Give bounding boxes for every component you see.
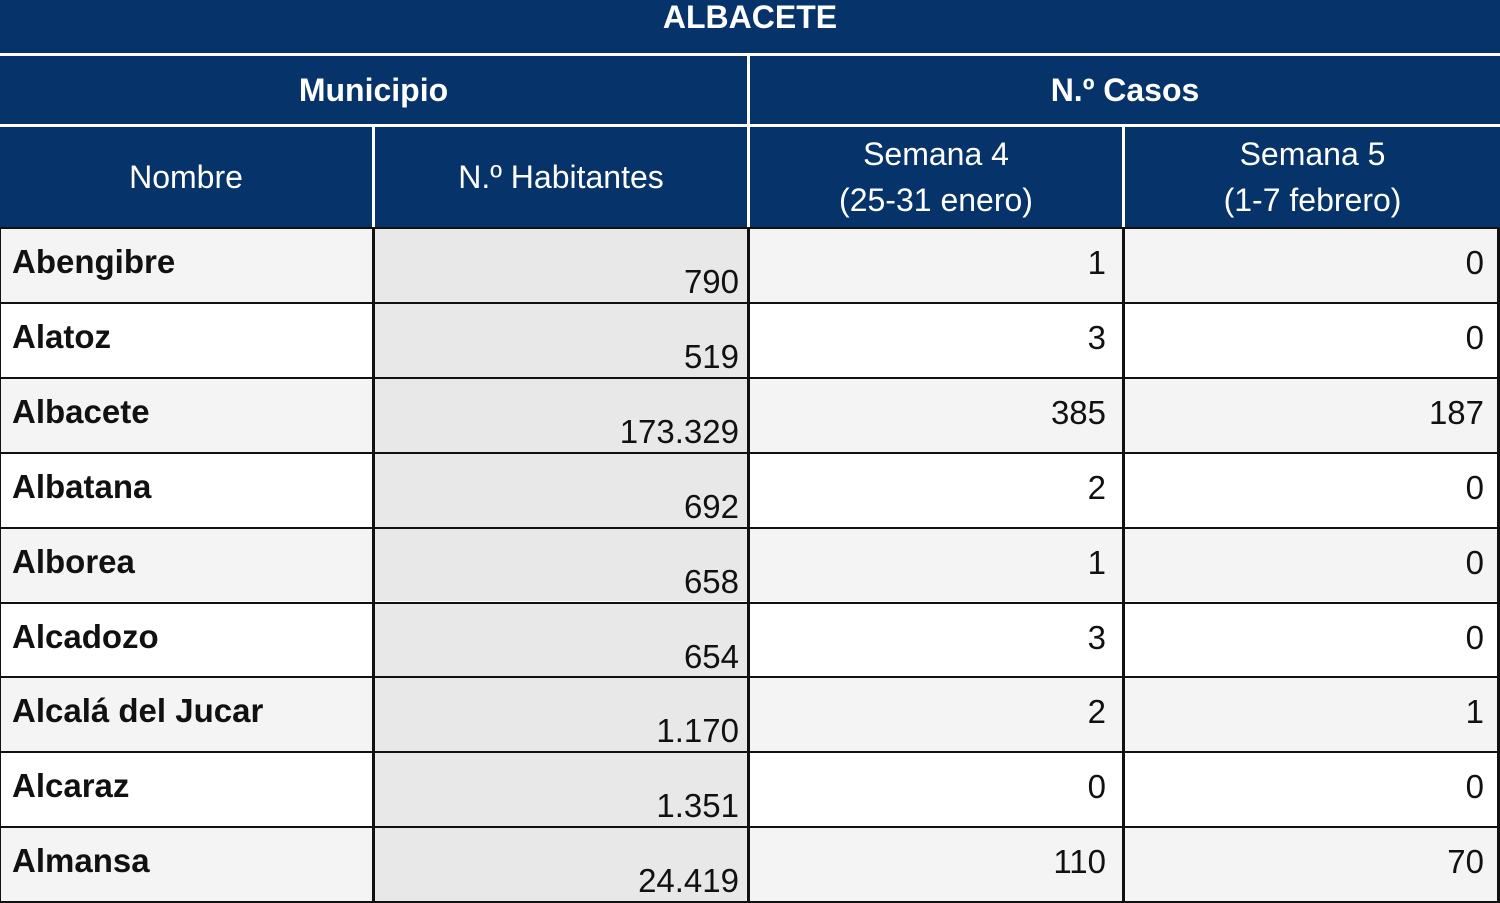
- row-divider: [0, 676, 1500, 678]
- cell-nombre: Alcaraz: [0, 753, 372, 826]
- row-divider: [0, 751, 1500, 753]
- cell-semana4: 3: [750, 304, 1122, 377]
- cell-semana5: 70: [1125, 828, 1500, 901]
- column-header-semana5-line2: (1-7 febrero): [1223, 182, 1402, 218]
- group-header-municipio: Municipio: [0, 56, 747, 124]
- group-header-casos: N.º Casos: [750, 56, 1500, 124]
- cell-habitantes: 24.419: [375, 828, 747, 901]
- column-header-semana5-line1: Semana 5: [1239, 136, 1386, 172]
- cell-habitantes: 1.170: [375, 678, 747, 751]
- cell-nombre: Abengibre: [0, 229, 372, 302]
- cell-semana4: 2: [750, 454, 1122, 527]
- cell-nombre: Almansa: [0, 828, 372, 901]
- table-title: ALBACETE: [0, 0, 1500, 53]
- cell-nombre: Alborea: [0, 529, 372, 602]
- cell-semana4: 3: [750, 604, 1122, 677]
- cell-nombre: Alatoz: [0, 304, 372, 377]
- column-header-nombre-label: Nombre: [129, 159, 243, 195]
- column-header-habitantes: [375, 127, 747, 227]
- cell-semana4: 1: [750, 229, 1122, 302]
- cell-semana5: 0: [1125, 753, 1500, 826]
- row-divider: [0, 227, 1500, 229]
- row-divider: [0, 452, 1500, 454]
- cell-nombre: Albacete: [0, 379, 372, 452]
- cell-semana4: 110: [750, 828, 1122, 901]
- row-divider: [0, 826, 1500, 828]
- cell-semana5: 1: [1125, 678, 1500, 751]
- cell-nombre: Alcadozo: [0, 604, 372, 677]
- cell-semana4: 1: [750, 529, 1122, 602]
- cell-habitantes: 790: [375, 229, 747, 302]
- cell-habitantes: 692: [375, 454, 747, 527]
- column-divider: [372, 229, 375, 903]
- column-header-semana4-line2: (25-31 enero): [839, 182, 1033, 218]
- row-divider: [0, 602, 1500, 604]
- column-divider: [747, 229, 750, 903]
- column-header-habitantes-label: N.º Habitantes: [458, 159, 664, 195]
- row-divider: [0, 377, 1500, 379]
- table-left-border: [0, 229, 1, 903]
- cell-habitantes: 1.351: [375, 753, 747, 826]
- cell-nombre: Alcalá del Jucar: [0, 678, 372, 751]
- cell-habitantes: 519: [375, 304, 747, 377]
- column-header-semana4-line1: Semana 4: [863, 136, 1009, 172]
- cell-semana4: 0: [750, 753, 1122, 826]
- cell-semana4: 385: [750, 379, 1122, 452]
- cell-semana5: 187: [1125, 379, 1500, 452]
- cell-semana4: 2: [750, 678, 1122, 751]
- cell-semana5: 0: [1125, 604, 1500, 677]
- cell-nombre: Albatana: [0, 454, 372, 527]
- column-header-nombre: [0, 127, 372, 227]
- column-divider: [1122, 229, 1125, 903]
- column-header-semana4: [750, 127, 1122, 227]
- column-header-semana5: [1125, 127, 1500, 227]
- cell-habitantes: 173.329: [375, 379, 747, 452]
- cell-semana5: 0: [1125, 304, 1500, 377]
- cell-semana5: 0: [1125, 229, 1500, 302]
- cell-semana5: 0: [1125, 529, 1500, 602]
- row-divider: [0, 302, 1500, 304]
- row-divider: [0, 527, 1500, 529]
- cell-habitantes: 658: [375, 529, 747, 602]
- cell-semana5: 0: [1125, 454, 1500, 527]
- cell-habitantes: 654: [375, 604, 747, 677]
